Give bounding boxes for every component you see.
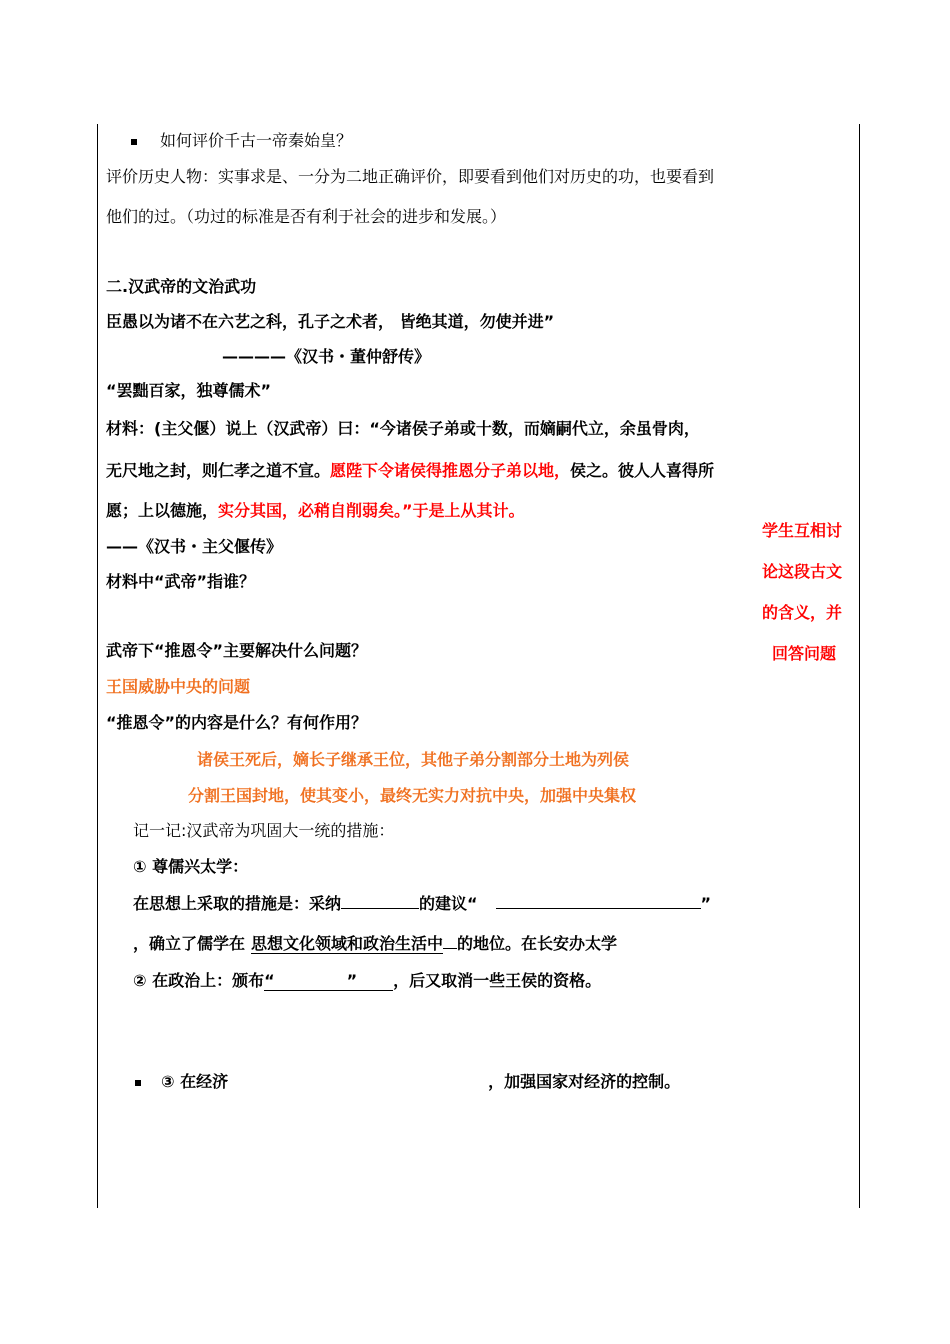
answer-problem: 王国威胁中央的问题 <box>106 677 251 696</box>
question-who: 材料中“武帝”指谁？ <box>106 572 256 591</box>
quote-line: 臣愚以为诸不在六艺之科，孔子之术者， 皆绝其道，勿使并进” <box>106 312 555 331</box>
question-qin: 如何评价千古一帝秦始皇？ <box>160 131 353 150</box>
material-source: ——《汉书・主父偃传》 <box>106 537 283 556</box>
material-line2: 无尺地之封，则仁孝之道不宣。愿陛下令诸侯得推恩分子弟以地，侯之。彼人人喜得所 <box>106 461 715 480</box>
side-note-line3: 的含义，并 <box>762 603 843 622</box>
blank-policy[interactable] <box>496 892 701 909</box>
measure-1-line2: ，确立了儒学在 思想文化领域和政治生活中 的地位。在长安办太学 <box>133 934 618 953</box>
eval-text-line2: 他们的过。（功过的标准是否有利于社会的进步和发展。） <box>106 207 507 226</box>
answer-content-line1: 诸侯王死后，嫡长子继承王位，其他子弟分割部分土地为列侯 <box>197 750 630 769</box>
bullet-icon <box>135 1080 141 1086</box>
question-problem: 武帝下“推恩令”主要解决什么问题？ <box>106 641 368 660</box>
question-content: “推恩令”的内容是什么？有何作用？ <box>106 713 368 732</box>
quote-source: ————《汉书・董仲舒传》 <box>222 347 431 366</box>
slogan: “罢黜百家，独尊儒术” <box>106 381 272 400</box>
blank-adopter[interactable] <box>341 892 419 909</box>
measure-1-line1: 在思想上采取的措施是：采纳 的建议“ ” <box>133 894 712 913</box>
measure-2-line: ② 在政治上：颁布“ ” ，后又取消一些王侯的资格。 <box>133 971 602 990</box>
side-note-line2: 论这段古文 <box>762 562 843 581</box>
table-border-right <box>859 124 860 1208</box>
measure-3-line: ③ 在经济 ，加强国家对经济的控制。 <box>161 1072 681 1091</box>
table-border-left <box>97 124 98 1208</box>
section-title: 二.汉武帝的文治武功 <box>106 277 257 296</box>
material-line3: 愿；上以德施，实分其国，必稍自削弱矣。”于是上从其计。 <box>106 501 525 520</box>
side-note-line4: 回答问题 <box>772 644 837 663</box>
underlined-answer: 思想文化领域和政治生活中 <box>251 934 444 953</box>
answer-content-line2: 分割王国封地，使其变小，最终无实力对抗中央，加强中央集权 <box>188 786 637 805</box>
material-line1: 材料：(主父偃）说上（汉武帝）曰：“今诸侯子弟或十数，而嫡嗣代立，余虽骨肉， <box>106 419 700 438</box>
remember-title: 记一记:汉武帝为巩固大一统的措施： <box>133 821 395 840</box>
eval-text-line1: 评价历史人物：实事求是、一分为二地正确评价，即要看到他们对历史的功，也要看到 <box>106 167 715 186</box>
side-note-line1: 学生互相讨 <box>762 521 843 540</box>
measure-1-title: ① 尊儒兴太学： <box>133 857 249 876</box>
blank-decree[interactable]: “ ” <box>264 971 393 991</box>
bullet-icon <box>131 139 137 145</box>
